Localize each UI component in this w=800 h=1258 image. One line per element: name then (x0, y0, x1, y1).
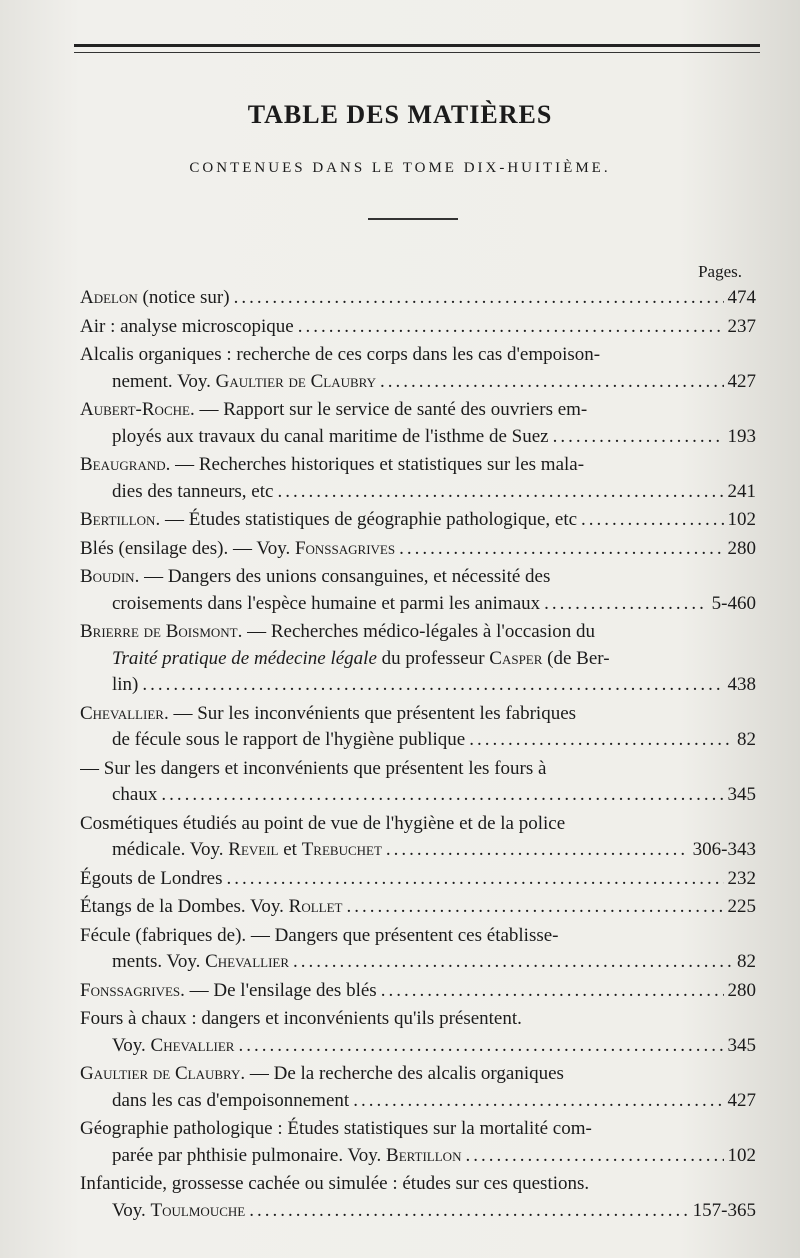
index-entry (80, 314, 756, 341)
index-entry (80, 978, 756, 1005)
page-title: TABLE DES MATIÈRES (247, 100, 553, 129)
dot-leader (380, 369, 724, 396)
entry-text: dans les cas d'empoisonnement (112, 1089, 350, 1111)
dot-leader (581, 507, 723, 534)
entry-text: et (278, 839, 302, 860)
entry-page: 225 (727, 896, 756, 917)
index-entry (80, 397, 756, 450)
page-subtitle: CONTENUES DANS LE TOME DIX-HUITIÈME. (189, 160, 611, 176)
entry-author: Gaultier de Claubry (80, 1063, 241, 1084)
entry-text: . — De la recherche des alcalis organiques (240, 1063, 564, 1084)
entry-text: (notice sur) (137, 287, 230, 308)
entry-page: 5-460 (711, 592, 756, 614)
dot-leader (465, 1143, 723, 1170)
entry-text: Voy. (112, 1199, 151, 1221)
entry-page: 427 (727, 370, 756, 392)
index-entry (80, 1006, 756, 1059)
entry-page: 474 (727, 287, 756, 308)
entry-text: — Sur les dangers et inconvénients que présentent les fours à (80, 757, 547, 779)
entry-author: Beaugrand (80, 454, 166, 475)
index-entry (80, 1061, 756, 1114)
entry-reference: Toulmouche (150, 1199, 246, 1221)
entry-page: 241 (727, 480, 756, 502)
entry-text: . — Sur les inconvénients que présentent les fabriques (163, 702, 577, 724)
dot-leader (399, 536, 723, 563)
dot-leader (386, 837, 689, 864)
dot-leader (293, 949, 733, 976)
index-entries (80, 285, 756, 1226)
index-entry (80, 756, 756, 809)
index-entry (80, 1171, 756, 1224)
entry-text: nement. Voy. (112, 370, 216, 392)
index-entry (80, 536, 756, 563)
index-entry (80, 342, 756, 395)
entry-text: Géographie pathologique : Études statistiques sur la mortalité com- (80, 1118, 592, 1139)
entry-reference: Bertillon (386, 1144, 462, 1166)
entry-reference: Reveil (228, 839, 279, 860)
entry-text: Blés (ensilage des). — Voy. (80, 537, 295, 559)
index-entry (80, 619, 756, 699)
entry-page: 82 (737, 729, 756, 750)
entry-text: Cosmétiques étudiés au point de vue de l'hygiène et de la police (80, 812, 566, 834)
entry-author: Adelon (80, 287, 138, 308)
entry-text: Fours à chaux : dangers et inconvénients qu'ils présentent. (80, 1008, 522, 1029)
entry-text: Air : analyse microscopique (80, 315, 294, 337)
dot-leader (346, 894, 723, 921)
dot-leader (249, 1198, 688, 1225)
entry-page: 102 (727, 1144, 756, 1166)
entry-reference: Fonssagrives (294, 537, 396, 559)
entry-text: . — Études statistiques de géographie pathologique, etc (155, 509, 578, 530)
entry-author: Fonssagrives (80, 979, 181, 1001)
entry-page: 232 (727, 867, 756, 889)
entry-author: Aubert-Roche (80, 399, 190, 420)
index-entry (80, 923, 756, 976)
entry-reference: Casper (489, 647, 543, 669)
top-rule-thin (74, 52, 760, 53)
index-entry (80, 285, 756, 312)
entry-text: (de Ber- (542, 647, 610, 669)
entry-text: . — Recherches historiques et statistiques sur les mala- (165, 454, 585, 475)
dot-leader (161, 782, 723, 809)
entry-text: Fécule (fabriques de). — Dangers que présentent ces établisse- (80, 924, 559, 946)
pages-column-label: Pages. (698, 262, 742, 281)
dot-leader (277, 479, 723, 506)
entry-text: ments. Voy. (112, 951, 206, 972)
entry-author: Chevallier (80, 702, 164, 724)
title-divider (368, 218, 458, 220)
entry-text: . — Rapport sur le service de santé des ouvriers em- (189, 399, 588, 420)
dot-leader (381, 978, 724, 1005)
entry-page: 280 (727, 537, 756, 559)
index-entry (80, 1116, 756, 1169)
dot-leader (544, 591, 708, 618)
entry-text: . — De l'ensilage des blés (180, 979, 377, 1001)
entry-text: ployés aux travaux du canal maritime de l'isthme de Suez (112, 425, 549, 447)
entry-page: 193 (727, 425, 756, 447)
dot-leader (553, 424, 724, 451)
entry-book-title: Traité pratique de médecine légale (112, 647, 377, 669)
index-entry (80, 452, 756, 505)
entry-text: lin) (112, 674, 139, 695)
entry-text: Infanticide, grossesse cachée ou simulée : études sur ces questions. (80, 1173, 590, 1194)
entry-page: 345 (727, 784, 756, 805)
entry-text: parée par phthisie pulmonaire. Voy. (112, 1144, 387, 1166)
dot-leader (142, 672, 723, 699)
entry-page: 237 (727, 315, 756, 337)
entry-reference: Rollet (288, 896, 343, 917)
index-entry (80, 866, 756, 893)
entry-reference: Chevallier (205, 951, 290, 972)
entry-text: . — Dangers des unions consanguines, et nécessité des (134, 566, 551, 587)
entry-text: dies des tanneurs, etc (112, 480, 274, 502)
entry-text: médicale. Voy. (112, 839, 229, 860)
dot-leader (353, 1088, 723, 1115)
entry-text: du professeur (376, 647, 490, 669)
entry-page: 157-365 (692, 1199, 756, 1221)
entry-text: de fécule sous le rapport de l'hygiène publique (112, 729, 466, 750)
index-entry (80, 811, 756, 864)
entry-text: chaux (112, 784, 158, 805)
entry-author: Boudin (80, 566, 135, 587)
index-entry (80, 894, 756, 921)
dot-leader (238, 1033, 723, 1060)
entry-author: Bertillon (80, 509, 156, 530)
dot-leader (469, 727, 733, 754)
entry-author: Brierre de Boismont (80, 621, 238, 642)
entry-text: Égouts de Londres (80, 867, 223, 889)
entry-page: 82 (737, 951, 756, 972)
entry-text: Étangs de la Dombes. Voy. (80, 896, 289, 917)
entry-reference: Chevallier (150, 1034, 235, 1056)
index-entry (80, 564, 756, 617)
index-entry (80, 701, 756, 754)
entry-page: 427 (727, 1089, 756, 1111)
entry-page: 345 (727, 1034, 756, 1056)
entry-text: . — Recherches médico-légales à l'occasion du (237, 621, 596, 642)
dot-leader (298, 314, 724, 341)
entry-page: 438 (727, 674, 756, 695)
entry-page: 102 (727, 509, 756, 530)
entry-text: croisements dans l'espèce humaine et parmi les animaux (112, 592, 541, 614)
entry-page: 280 (727, 979, 756, 1001)
entry-reference: Gaultier de Claubry (215, 370, 376, 392)
entry-reference: Trebuchet (301, 839, 382, 860)
top-rule (74, 44, 760, 47)
index-entry (80, 507, 756, 534)
entry-page: 306-343 (692, 839, 756, 860)
dot-leader (234, 285, 724, 312)
entry-text: Alcalis organiques : recherche de ces corps dans les cas d'empoison- (80, 344, 601, 365)
dot-leader (226, 866, 723, 893)
entry-text: Voy. (112, 1034, 151, 1056)
